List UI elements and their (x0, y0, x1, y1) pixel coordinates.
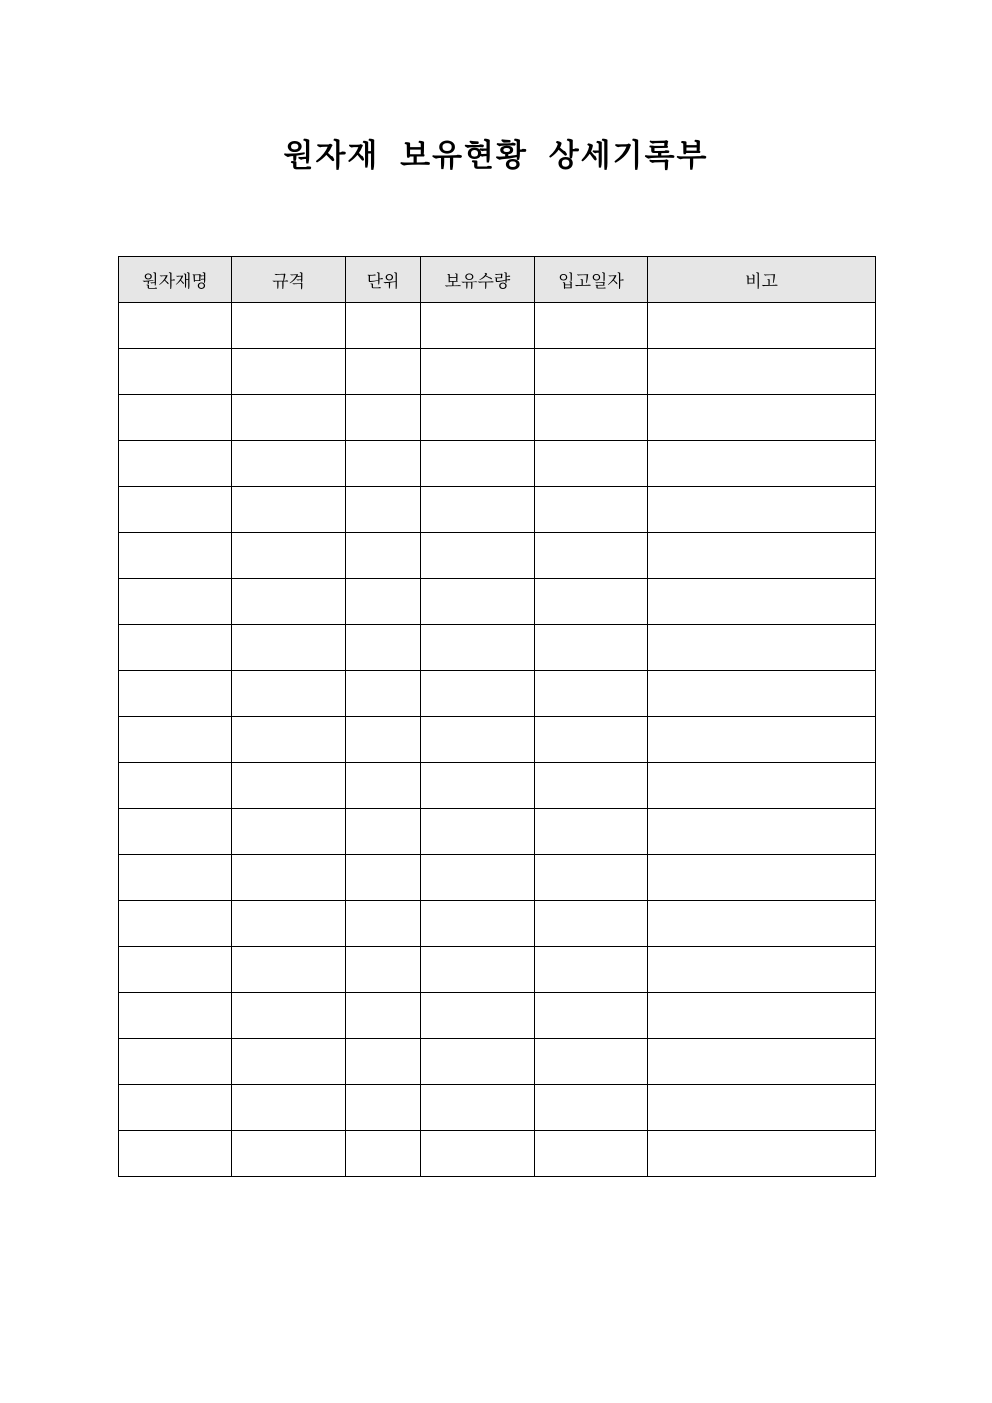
table-cell-unit[interactable] (346, 395, 421, 441)
table-cell-specification[interactable] (232, 1039, 346, 1085)
table-cell-unit[interactable] (346, 441, 421, 487)
column-header-unit: 단위 (346, 257, 421, 303)
table-cell-receipt-date[interactable] (535, 993, 648, 1039)
table-cell-material-name[interactable] (119, 533, 232, 579)
table-cell-specification[interactable] (232, 533, 346, 579)
table-row (119, 717, 876, 763)
table-cell-quantity-held[interactable] (421, 1039, 535, 1085)
table-row (119, 993, 876, 1039)
table-cell-material-name[interactable] (119, 763, 232, 809)
table-cell-unit[interactable] (346, 717, 421, 763)
table-cell-quantity-held[interactable] (421, 763, 535, 809)
table-cell-remarks[interactable] (648, 901, 876, 947)
table-cell-unit[interactable] (346, 1039, 421, 1085)
table-row (119, 947, 876, 993)
table-cell-unit[interactable] (346, 303, 421, 349)
table-row (119, 625, 876, 671)
table-cell-quantity-held[interactable] (421, 809, 535, 855)
table-cell-receipt-date[interactable] (535, 625, 648, 671)
table-cell-quantity-held[interactable] (421, 855, 535, 901)
table-row (119, 349, 876, 395)
table-row (119, 441, 876, 487)
column-header-quantity-held: 보유수량 (421, 257, 535, 303)
table-cell-remarks[interactable] (648, 993, 876, 1039)
table-cell-material-name[interactable] (119, 395, 232, 441)
table-cell-unit[interactable] (346, 487, 421, 533)
table-cell-unit[interactable] (346, 349, 421, 395)
table-cell-specification[interactable] (232, 395, 346, 441)
table-cell-receipt-date[interactable] (535, 1039, 648, 1085)
table-cell-quantity-held[interactable] (421, 625, 535, 671)
table-cell-remarks[interactable] (648, 947, 876, 993)
table-cell-material-name[interactable] (119, 901, 232, 947)
table-cell-specification[interactable] (232, 947, 346, 993)
table-cell-specification[interactable] (232, 487, 346, 533)
table-row (119, 671, 876, 717)
table-cell-quantity-held[interactable] (421, 395, 535, 441)
table-cell-specification[interactable] (232, 855, 346, 901)
table-cell-remarks[interactable] (648, 717, 876, 763)
table-cell-remarks[interactable] (648, 763, 876, 809)
table-cell-remarks[interactable] (648, 671, 876, 717)
table-cell-unit[interactable] (346, 1131, 421, 1177)
table-cell-remarks[interactable] (648, 1085, 876, 1131)
table-cell-receipt-date[interactable] (535, 947, 648, 993)
table-cell-material-name[interactable] (119, 1085, 232, 1131)
table-cell-specification[interactable] (232, 579, 346, 625)
table-cell-remarks[interactable] (648, 303, 876, 349)
table-cell-specification[interactable] (232, 349, 346, 395)
table-cell-receipt-date[interactable] (535, 717, 648, 763)
column-header-remarks: 비고 (648, 257, 876, 303)
table-cell-unit[interactable] (346, 993, 421, 1039)
table-cell-unit[interactable] (346, 1085, 421, 1131)
table-cell-quantity-held[interactable] (421, 533, 535, 579)
table-cell-material-name[interactable] (119, 855, 232, 901)
table-cell-quantity-held[interactable] (421, 349, 535, 395)
table-cell-quantity-held[interactable] (421, 1085, 535, 1131)
table-cell-quantity-held[interactable] (421, 947, 535, 993)
table-cell-remarks[interactable] (648, 579, 876, 625)
table-cell-receipt-date[interactable] (535, 395, 648, 441)
table-body (119, 303, 876, 1177)
table-cell-unit[interactable] (346, 579, 421, 625)
table-cell-material-name[interactable] (119, 1131, 232, 1177)
table-cell-specification[interactable] (232, 763, 346, 809)
table-row (119, 533, 876, 579)
table-cell-specification[interactable] (232, 671, 346, 717)
table-cell-quantity-held[interactable] (421, 717, 535, 763)
table-cell-material-name[interactable] (119, 625, 232, 671)
table-cell-receipt-date[interactable] (535, 901, 648, 947)
page-title: 원자재 보유현황 상세기록부 (283, 138, 709, 174)
table-cell-material-name[interactable] (119, 1039, 232, 1085)
table-cell-unit[interactable] (346, 763, 421, 809)
table-row (119, 303, 876, 349)
table-header-row (119, 257, 876, 303)
table-cell-quantity-held[interactable] (421, 671, 535, 717)
table-cell-specification[interactable] (232, 809, 346, 855)
table-row (119, 809, 876, 855)
table-cell-material-name[interactable] (119, 717, 232, 763)
table-cell-receipt-date[interactable] (535, 763, 648, 809)
table-row (119, 855, 876, 901)
table-cell-specification[interactable] (232, 993, 346, 1039)
table-cell-unit[interactable] (346, 947, 421, 993)
table-cell-remarks[interactable] (648, 1131, 876, 1177)
table-cell-material-name[interactable] (119, 487, 232, 533)
column-header-specification: 규격 (232, 257, 346, 303)
table-cell-unit[interactable] (346, 533, 421, 579)
table-cell-remarks[interactable] (648, 625, 876, 671)
table-cell-quantity-held[interactable] (421, 441, 535, 487)
table-cell-remarks[interactable] (648, 349, 876, 395)
table-cell-remarks[interactable] (648, 855, 876, 901)
table-cell-unit[interactable] (346, 855, 421, 901)
table-row (119, 579, 876, 625)
table-cell-remarks[interactable] (648, 809, 876, 855)
table-cell-specification[interactable] (232, 1085, 346, 1131)
table-cell-unit[interactable] (346, 809, 421, 855)
table-cell-specification[interactable] (232, 441, 346, 487)
table-cell-receipt-date[interactable] (535, 487, 648, 533)
table-cell-specification[interactable] (232, 625, 346, 671)
column-header-material-name: 원자재명 (119, 257, 232, 303)
table-cell-unit[interactable] (346, 671, 421, 717)
table-cell-receipt-date[interactable] (535, 855, 648, 901)
table-cell-material-name[interactable] (119, 303, 232, 349)
table-cell-specification[interactable] (232, 717, 346, 763)
table-cell-specification[interactable] (232, 901, 346, 947)
table-cell-receipt-date[interactable] (535, 533, 648, 579)
table-row (119, 1039, 876, 1085)
table-cell-quantity-held[interactable] (421, 579, 535, 625)
table-cell-remarks[interactable] (648, 487, 876, 533)
table-cell-receipt-date[interactable] (535, 303, 648, 349)
table-cell-specification[interactable] (232, 1131, 346, 1177)
table-row (119, 901, 876, 947)
table-cell-quantity-held[interactable] (421, 993, 535, 1039)
table-cell-receipt-date[interactable] (535, 1131, 648, 1177)
table-cell-material-name[interactable] (119, 349, 232, 395)
table-cell-quantity-held[interactable] (421, 303, 535, 349)
table-cell-material-name[interactable] (119, 441, 232, 487)
table-cell-receipt-date[interactable] (535, 349, 648, 395)
table-cell-material-name[interactable] (119, 809, 232, 855)
table-row (119, 1085, 876, 1131)
table-cell-receipt-date[interactable] (535, 1085, 648, 1131)
table-cell-quantity-held[interactable] (421, 901, 535, 947)
table-cell-remarks[interactable] (648, 533, 876, 579)
table-cell-specification[interactable] (232, 303, 346, 349)
table-cell-receipt-date[interactable] (535, 809, 648, 855)
inventory-record-table (118, 256, 876, 1177)
table-cell-unit[interactable] (346, 625, 421, 671)
table-cell-material-name[interactable] (119, 993, 232, 1039)
table-cell-material-name[interactable] (119, 671, 232, 717)
table-cell-quantity-held[interactable] (421, 487, 535, 533)
table-row (119, 395, 876, 441)
table-cell-material-name[interactable] (119, 579, 232, 625)
table-cell-quantity-held[interactable] (421, 1131, 535, 1177)
table-cell-material-name[interactable] (119, 947, 232, 993)
table-row (119, 1131, 876, 1177)
table-cell-unit[interactable] (346, 901, 421, 947)
table-cell-receipt-date[interactable] (535, 671, 648, 717)
table-cell-remarks[interactable] (648, 441, 876, 487)
table-cell-receipt-date[interactable] (535, 579, 648, 625)
table-cell-receipt-date[interactable] (535, 441, 648, 487)
table-cell-remarks[interactable] (648, 1039, 876, 1085)
column-header-receipt-date: 입고일자 (535, 257, 648, 303)
table-row (119, 487, 876, 533)
table-cell-remarks[interactable] (648, 395, 876, 441)
table-row (119, 763, 876, 809)
